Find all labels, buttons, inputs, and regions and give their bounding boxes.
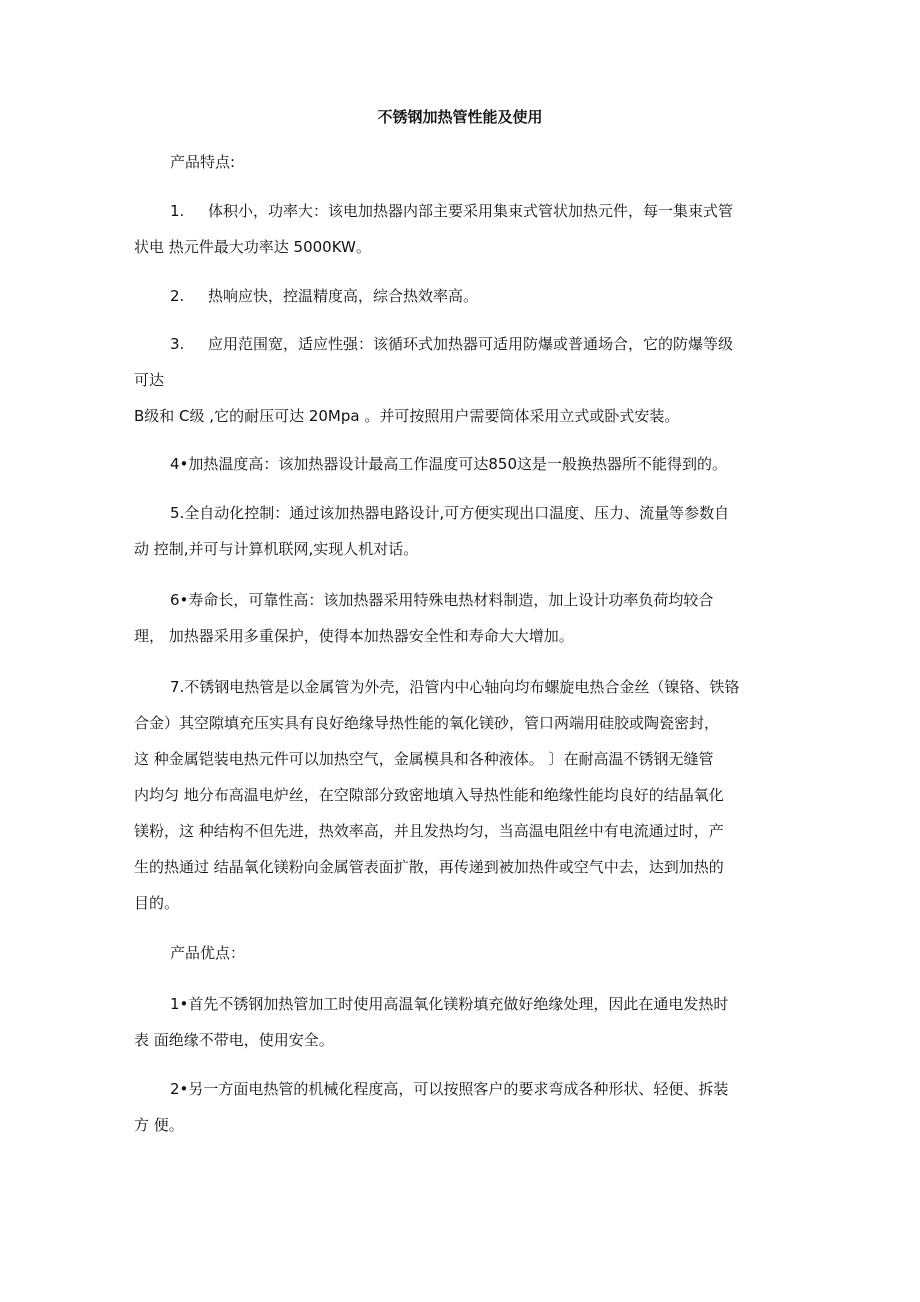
advantages-heading: 产品优点： (170, 944, 246, 962)
advantage-2-line-1: 2•另一方面电热管的机械化程度高，可以按照客户的要求弯成各种形状、轻便、拆装 (170, 1080, 729, 1098)
item-7-line-5: 镁粉，这 种结构不但先进，热效率高，并且发热均匀，当高温电阻丝中有电流通过时，产 (134, 822, 724, 840)
item-3-line-1 (170, 333, 733, 354)
item-2-text: 热响应快，控温精度高，综合热效率高。 (208, 287, 479, 305)
item-4-line-1: 4•加热温度高：该加热器设计最高工作温度可达850这是一般换热器所不能得到的。 (170, 455, 728, 473)
advantage-2-line-2: 方 便。 (134, 1116, 184, 1134)
document-title: 不锈钢加热管性能及使用 (377, 108, 543, 126)
item-7-line-2: 合金）其空隙填充压实具有良好绝缘导热性能的氧化镁砂，管口两端用硅胶或陶瓷密封， (134, 714, 720, 732)
item-1-line-1 (170, 200, 733, 221)
item-7-line-3: 这 种金属铠装电热元件可以加热空气，金属模具和各种液体。 〕在耐高温不锈钢无缝管 (134, 750, 714, 768)
item-6-line-2: 理， 加热器采用多重保护，使得本加热器安全性和寿命大大增加。 (134, 627, 574, 645)
item-5-line-2: 动 控制,并可与计算机联网,实现人机对话。 (134, 540, 419, 558)
item-6-line-1: 6•寿命长，可靠性高：该加热器采用特殊电热材料制造，加上设计功率负荷均较合 (170, 591, 714, 609)
item-7-line-6: 生的热通过 结晶氧化镁粉向金属管表面扩散，再传递到被加热件或空气中去，达到加热的 (134, 858, 724, 876)
item-2-line-1 (170, 285, 478, 306)
item-1-line-2: 状电 热元件最大功率达 5000KW。 (134, 238, 371, 256)
item-7-line-4: 内均匀 地分布高温电炉丝，在空隙部分致密地填入导热性能和绝缘性能均良好的结晶氧化 (134, 786, 724, 804)
item-3-number: 3. (170, 335, 185, 353)
item-1-number: 1. (170, 202, 185, 220)
item-7-line-7: 目的。 (134, 894, 180, 912)
advantage-1-line-2: 表 面绝缘不带电，使用安全。 (134, 1031, 334, 1049)
item-3-text: 应用范围宽，适应性强：该循环式加热器可适用防爆或普通场合，它的防爆等级 (208, 335, 734, 353)
item-3-line-2: 可达 (134, 371, 165, 389)
item-7-line-1: 7.不锈钢电热管是以金属管为外壳，沿管内中心轴向均布螺旋电热合金丝（镍铬、铁铬 (170, 678, 740, 696)
item-5-line-1: 5.全自动化控制：通过该加热器电路设计,可方便实现出口温度、压力、流量等参数自 (170, 504, 730, 522)
features-heading: 产品特点: (170, 153, 236, 171)
item-1-text: 体积小，功率大：该电加热器内部主要采用集束式管状加热元件，每一集束式管 (208, 202, 734, 220)
item-3-line-3: B级和 C级 ,它的耐压可达 20Mpa 。并可按照用户需要筒体采用立式或卧式安装。 (134, 407, 680, 425)
advantage-1-line-1: 1•首先不锈钢加热管加工时使用高温氧化镁粉填充做好绝缘处理，因此在通电发热时 (170, 995, 729, 1013)
item-2-number: 2. (170, 287, 185, 305)
